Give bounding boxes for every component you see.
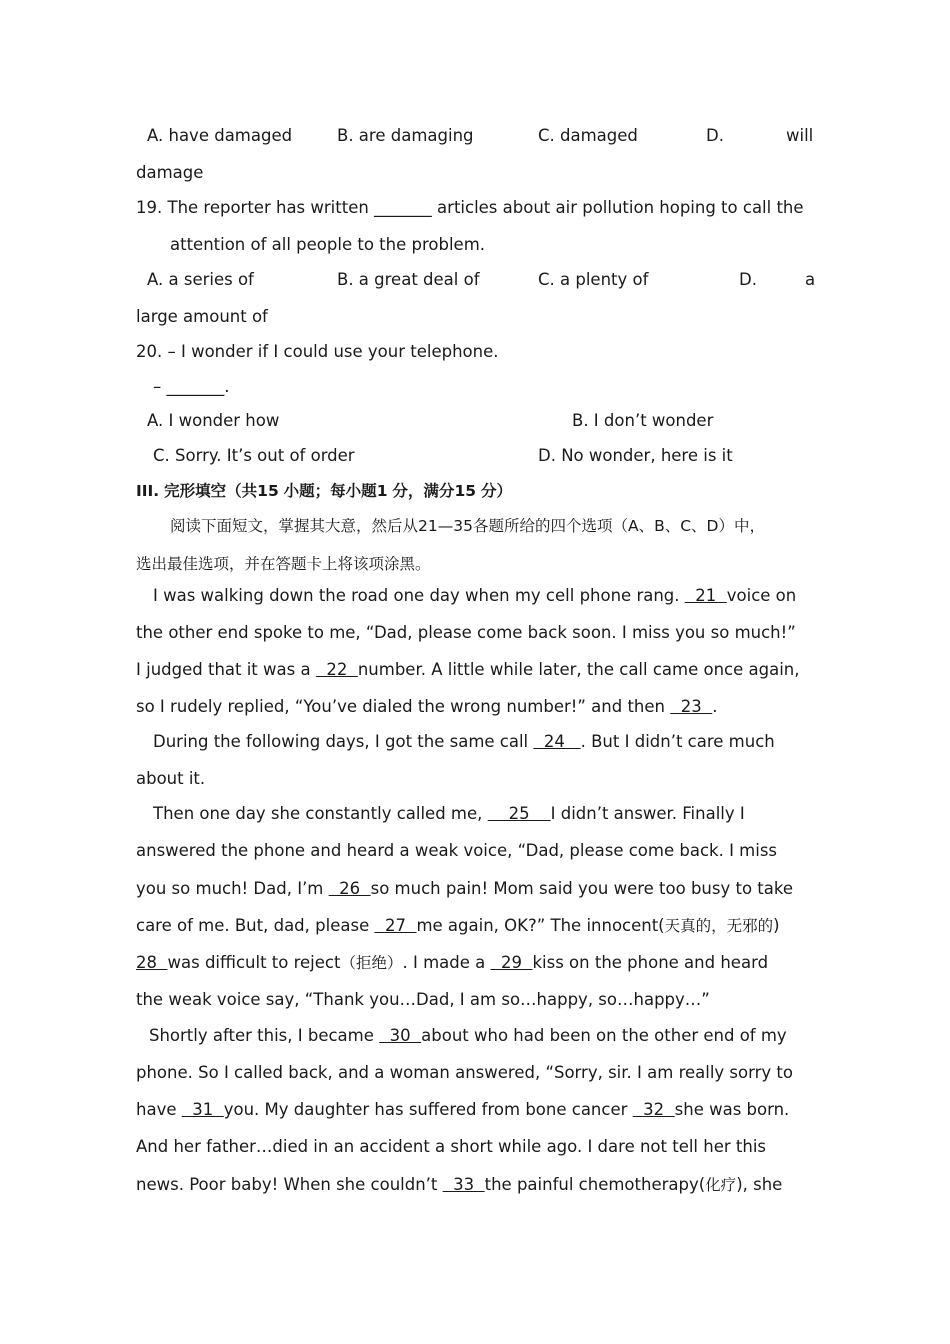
q18-option-d-word: will: [786, 126, 814, 145]
q18-option-a: A. have damaged: [147, 126, 293, 145]
passage-line: I judged that it was a 22 number. A little while later, the call came once again,: [136, 660, 800, 679]
passage-line: And her father…died in an accident a short while ago. I dare not tell her this: [136, 1137, 767, 1156]
blank-22: 22: [315, 660, 358, 679]
passage-line: Shortly after this, I became 30 about who had been on the other end of my: [149, 1026, 787, 1045]
passage-line: have 31 you. My daughter has suffered from bone cancer 32 she was born.: [136, 1100, 790, 1119]
q19-option-d-wrap: large amount of: [136, 307, 268, 326]
section-instructions-cont: 选出最佳选项，并在答题卡上将该项涂黑。: [136, 555, 431, 573]
passage-line: news. Poor baby! When she couldn’t 33 the painful chemotherapy(化疗), she: [136, 1175, 783, 1194]
passage-line: answered the phone and heard a weak voice, “Dad, please come back. I miss: [136, 841, 778, 860]
blank-26: 26: [328, 879, 371, 898]
q19-stem-cont: attention of all people to the problem.: [170, 235, 486, 254]
q20-reply: – _______.: [153, 377, 230, 396]
passage-line: you so much! Dad, I’m 26 so much pain! Mom said you were too busy to take: [136, 879, 793, 898]
blank-25: 25: [487, 804, 551, 823]
passage-line: about it.: [136, 769, 206, 788]
q18-option-d-wrap: damage: [136, 163, 204, 182]
q19-option-d-word: a: [805, 270, 816, 289]
q19-option-a: A. a series of: [147, 270, 254, 289]
blank-23: 23: [670, 697, 713, 716]
q18-option-d-label: D.: [706, 126, 724, 145]
section-instructions: 阅读下面短文，掌握其大意，然后从21—35各题所给的四个选项（A、B、C、D）中，: [170, 517, 765, 535]
q19-stem: 19. The reporter has written _______ articles about air pollution hoping to call the: [136, 198, 804, 217]
blank-27: 27: [374, 916, 417, 935]
passage-line: care of me. But, dad, please 27 me again, OK?” The innocent(天真的，无邪的): [136, 916, 780, 935]
blank-30: 30: [379, 1026, 422, 1045]
q19-option-b: B. a great deal of: [337, 270, 480, 289]
blank-28: 28: [136, 953, 168, 972]
q19-option-d-label: D.: [739, 270, 757, 289]
blank-21: 21: [684, 586, 727, 605]
q18-option-c: C. damaged: [538, 126, 638, 145]
passage-line: the weak voice say, “Thank you…Dad, I am so…happy, so…happy…”: [136, 990, 710, 1009]
q20-option-b: B. I don’t wonder: [572, 411, 714, 430]
blank-24: 24: [533, 732, 581, 751]
q20-option-a: A. I wonder how: [147, 411, 280, 430]
q20-option-d: D. No wonder, here is it: [538, 446, 733, 465]
passage-line: the other end spoke to me, “Dad, please come back soon. I miss you so much!”: [136, 623, 796, 642]
q20-option-c: C. Sorry. It’s out of order: [153, 446, 355, 465]
blank-29: 29: [490, 953, 533, 972]
passage-line: 28 was difficult to reject（拒绝）. I made a 29 kiss on the phone and heard: [136, 953, 769, 972]
passage-line: phone. So I called back, and a woman answered, “Sorry, sir. I am really sorry to: [136, 1063, 793, 1082]
passage-line: so I rudely replied, “You’ve dialed the wrong number!” and then 23 .: [136, 697, 718, 716]
passage-line: I was walking down the road one day when my cell phone rang. 21 voice on: [153, 586, 797, 605]
q20-stem: 20. – I wonder if I could use your telephone.: [136, 342, 499, 361]
q18-option-b: B. are damaging: [337, 126, 474, 145]
blank-32: 32: [632, 1100, 675, 1119]
blank-33: 33: [442, 1175, 485, 1194]
section-heading: III. 完形填空（共15 小题；每小题1 分，满分15 分）: [136, 481, 512, 500]
q19-option-c: C. a plenty of: [538, 270, 649, 289]
blank-31: 31: [181, 1100, 224, 1119]
passage-line: During the following days, I got the same call 24 . But I didn’t care much: [153, 732, 775, 751]
passage-line: Then one day she constantly called me, 25 I didn’t answer. Finally I: [153, 804, 745, 823]
